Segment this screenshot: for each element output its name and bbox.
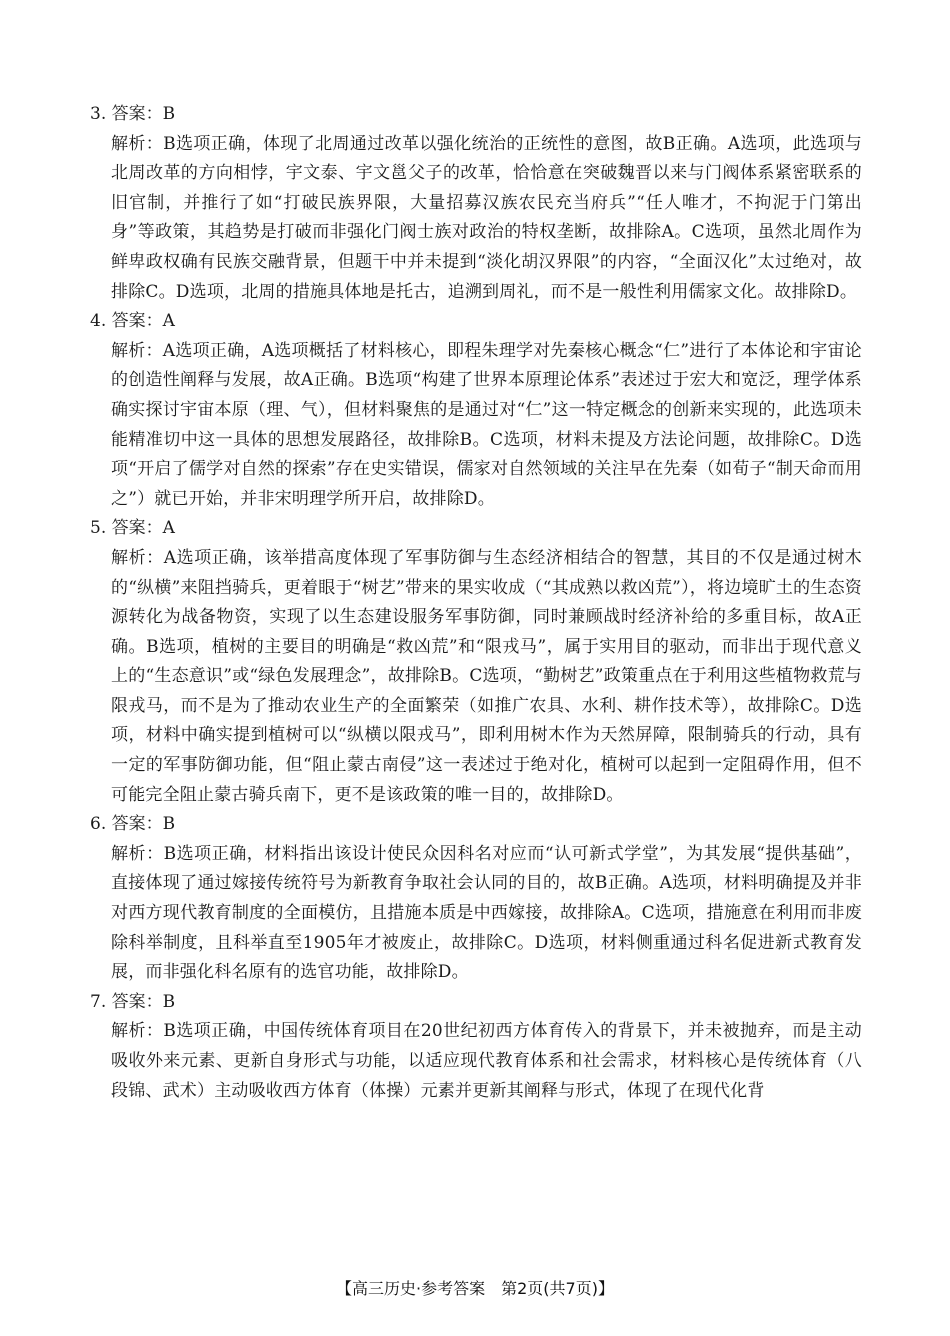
analysis-text: 解析：B选项正确，材料指出该设计使民众因科名对应而“认可新式学堂”，为其发展“提供基础”，直接体现了通过嫁接传统符号为新教育争取社会认同的目的，故B正确。A选项，材料明确提及并非对西方现代教育制度的全面模仿，且措施本质是中西嫁接，故排除A。C选项，措施意在利用而非废除科举制度，且科举直至1905年才被废止，故排除C。D选项，材料侧重通过科名促进新式教育发展，而非强化科名原有的选官功能，故排除D。	[111, 843, 862, 983]
analysis-text: 解析：A选项正确，A选项概括了材料核心，即程朱理学对先秦核心概念“仁”进行了本体论和宇宙论的创造性阐释与发展，故A正确。B选项“构建了世界本原理论体系”表述过于宏大和宽泛，理学体系确实探讨宇宙本原（理、气），但材料聚焦的是通过对“仁”这一特定概念的创新来实现的，此选项未能精准切中这一具体的思想发展路径，故排除B。C选项，材料未提及方法论问题，故排除C。D选项“开启了儒学对自然的探索”存在史实错误，儒家对自然领域的关注早在先秦（如荀子“制天命而用之”）就已开始，并非宋明理学所开启，故排除D。	[111, 340, 862, 509]
analysis-text: 解析：B选项正确，中国传统体育项目在20世纪初西方体育传入的背景下，并未被抛弃，而是主动吸收外来元素、更新自身形式与功能，以适应现代教育体系和社会需求，材料核心是传统体育（八段锦、武术）主动吸收西方体育（体操）元素并更新其阐释与形式，体现了在现代化背	[111, 1021, 862, 1101]
answer-label: 3. 答案：B	[90, 104, 176, 124]
answer-label: 5. 答案：A	[90, 518, 175, 539]
answer-content	[90, 100, 862, 1106]
question-7	[90, 988, 862, 1106]
page-footer: 【高三历史·参考答案 第2页(共7页)】	[336, 1279, 614, 1298]
question-5	[90, 514, 862, 810]
answer-label: 4. 答案：A	[90, 311, 175, 332]
answer-label: 7. 答案：B	[90, 991, 176, 1012]
question-6	[90, 810, 862, 988]
analysis-text: 解析：B选项正确，体现了北周通过改革以强化统治的正统性的意图，故B正确。A选项，此选项与北周改革的方向相悖，宇文泰、宇文邕父子的改革，恰恰意在突破魏晋以来与门阀体系紧密联系的旧官制，并推行了如“打破民族界限，大量招募汉族农民充当府兵”“任人唯才，不拘泥于门第出身”等政策，其趋势是打破而非强化门阀士族对政治的特权垄断，故排除A。C选项，虽然北周作为鲜卑政权确有民族交融背景，但题干中并未提到“淡化胡汉界限”的内容，“全面汉化”太过绝对，故排除C。D选项，北周的措施具体地是托古，追溯到周礼，而不是一般性利用儒家文化。故排除D。	[111, 133, 862, 302]
question-4	[90, 307, 862, 514]
question-3	[90, 100, 862, 307]
analysis-text: 解析：A选项正确，该举措高度体现了军事防御与生态经济相结合的智慧，其目的不仅是通过树木的“纵横”来阻挡骑兵，更着眼于“树艺”带来的果实收成（“其成熟以救凶荒”），将边境旷土的生态资源转化为战备物资，实现了以生态建设服务军事防御，同时兼顾战时经济补给的多重目标，故A正确。B选项，植树的主要目的明确是“救凶荒”和“限戎马”，属于实用目的驱动，而非出于现代意义上的“生态意识”或“绿色发展理念”，故排除B。C选项，“勤树艺”政策重点在于利用这些植物救荒与限戎马，而不是为了推动农业生产的全面繁荣（如推广农具、水利、耕作技术等），故排除C。D选项，材料中确实提到植树可以“纵横以限戎马”，即利用树木作为天然屏障，限制骑兵的行动，具有一定的军事防御功能，但“阻止蒙古南侵”这一表述过于绝对化，植树可以起到一定阻碍作用，但不可能完全阻止蒙古骑兵南下，更不是该政策的唯一目的，故排除D。	[111, 547, 862, 805]
answer-label: 6. 答案：B	[90, 814, 176, 835]
